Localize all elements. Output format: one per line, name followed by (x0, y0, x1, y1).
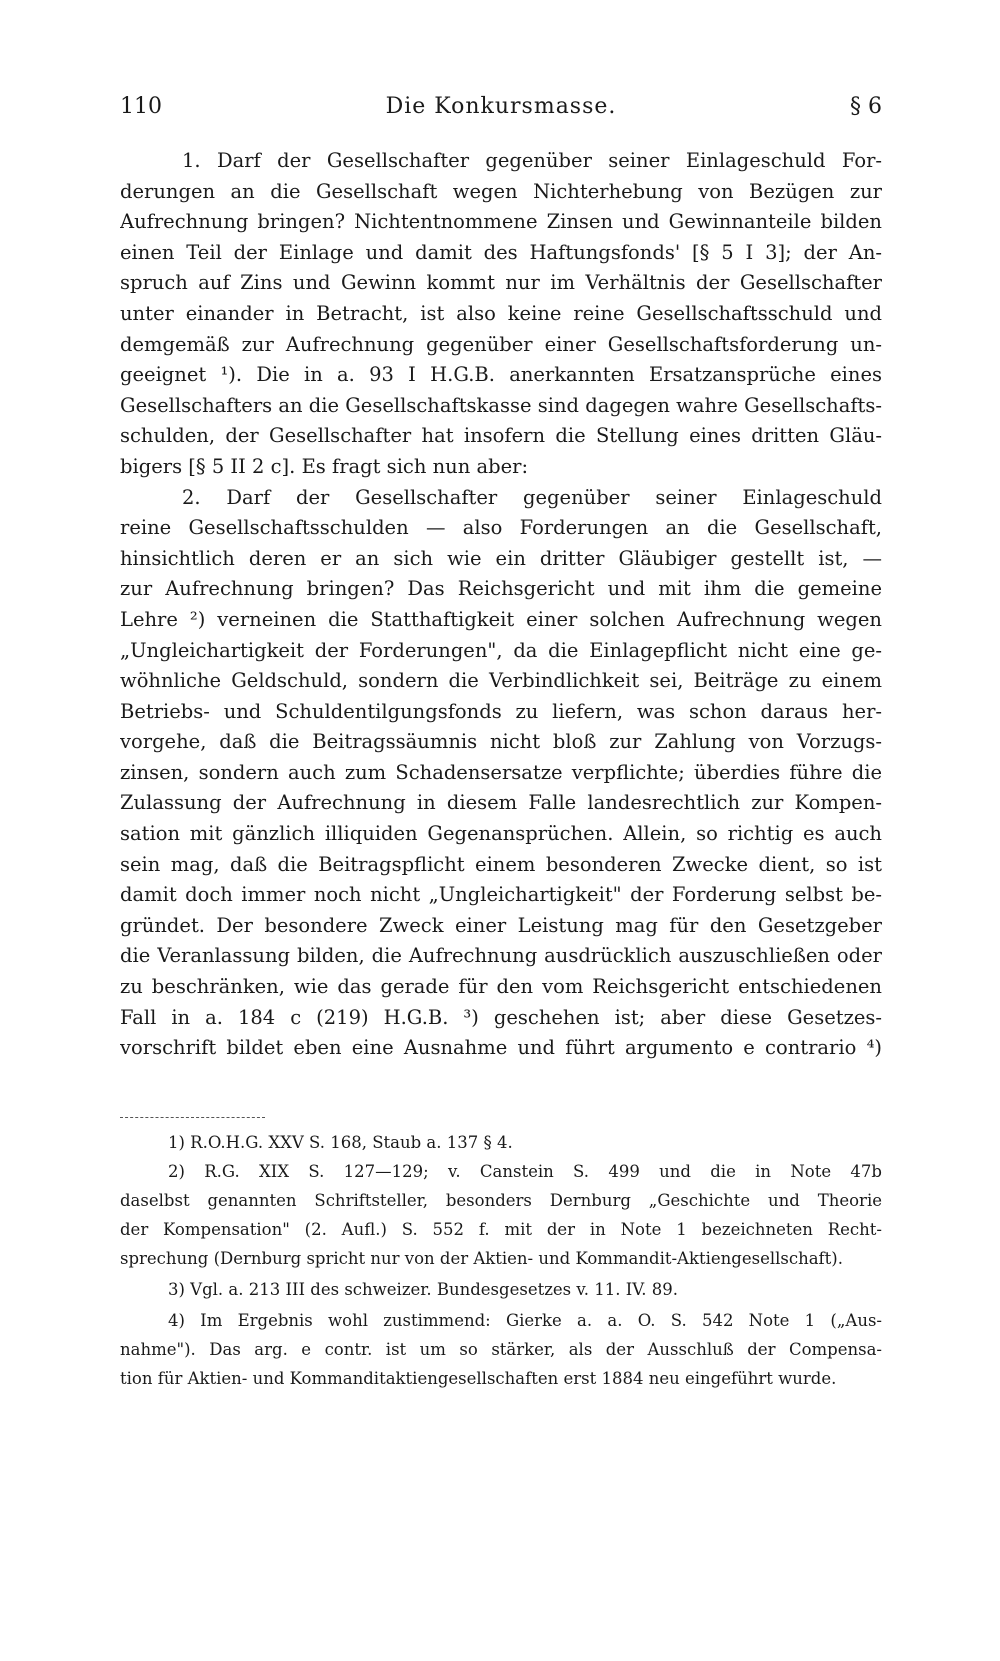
footnote-line: 3) Vgl. a. 213 III des schweizer. Bundesgesetzes v. 11. IV. 89. (168, 1280, 679, 1299)
text-line: einen Teil der Einlage und damit des Haftungsfonds' [§ 5 I 3]; der An- (120, 240, 882, 264)
text-line: unter einander in Betracht, ist also keine reine Gesellschaftsschuld und (120, 301, 882, 325)
text-line: spruch auf Zins und Gewinn kommt nur im Verhältnis der Gesellschafter (120, 271, 882, 295)
page-number: 110 (120, 94, 162, 119)
running-header (120, 94, 882, 134)
footnote-line: der Kompensation" (2. Aufl.) S. 552 f. mit der in Note 1 bezeichneten Recht- (120, 1220, 882, 1239)
text-line: wöhnliche Geldschuld, sondern die Verbindlichkeit sei, Beiträge zu einem (120, 669, 882, 693)
text-line: Lehre ²) verneinen die Statthaftigkeit einer solchen Aufrechnung wegen (120, 607, 882, 631)
text-line: „Ungleichartigkeit der Forderungen", da die Einlagepflicht nicht eine ge- (120, 638, 882, 662)
text-line: Gesellschafters an die Gesellschaftskasse sind dagegen wahre Gesellschafts- (120, 393, 882, 417)
footnote-line: 1) R.O.H.G. XXV S. 168, Staub a. 137 § 4. (168, 1133, 513, 1152)
footnote-separator (120, 1117, 265, 1118)
text-line: 2. Darf der Gesellschafter gegenüber seiner Einlageschuld (182, 485, 882, 509)
text-line: Aufrechnung bringen? Nichtentnommene Zinsen und Gewinnanteile bilden (120, 210, 882, 234)
footnote-line: sprechung (Dernburg spricht nur von der Aktien- und Kommandit-Aktiengesellschaft). (120, 1249, 843, 1268)
text-line: reine Gesellschaftsschulden — also Forderungen an die Gesellschaft, (120, 516, 882, 540)
text-line: gründet. Der besondere Zweck einer Leistung mag für den Gesetzgeber (120, 913, 882, 937)
text-line: Zulassung der Aufrechnung in diesem Falle landesrechtlich zur Kompen- (120, 791, 882, 815)
footnote-line: 4) Im Ergebnis wohl zustimmend: Gierke a. a. O. S. 542 Note 1 („Aus- (168, 1311, 882, 1330)
footnote-line: nahme"). Das arg. e contr. ist um so stärker, als der Ausschluß der Compensa- (120, 1340, 882, 1359)
text-line: demgemäß zur Aufrechnung gegenüber einer Gesellschaftsforderung un- (120, 332, 882, 356)
text-line: bigers [§ 5 II 2 c]. Es fragt sich nun aber: (120, 454, 529, 478)
footnote-line: 2) R.G. XIX S. 127—129; v. Canstein S. 499 und die in Note 47b (168, 1162, 882, 1181)
text-line: Betriebs- und Schuldentilgungsfonds zu liefern, was schon daraus her- (120, 699, 882, 723)
footnotes (120, 1128, 882, 1393)
text-line: sation mit gänzlich illiquiden Gegenansprüchen. Allein, so richtig es auch (120, 822, 882, 846)
text-line: geeignet ¹). Die in a. 93 I H.G.B. anerkannten Ersatzansprüche eines (120, 363, 882, 387)
main-text (120, 146, 882, 1064)
text-line: zur Aufrechnung bringen? Das Reichsgericht und mit ihm die gemeine (120, 577, 882, 601)
text-line: zu beschränken, wie das gerade für den vom Reichsgericht entschiedenen (120, 975, 882, 999)
section-marker: § 6 (850, 94, 882, 119)
text-line: hinsichtlich deren er an sich wie ein dritter Gläubiger gestellt ist, — (120, 546, 882, 570)
footnote-line: daselbst genannten Schriftsteller, besonders Dernburg „Geschichte und Theorie (120, 1191, 882, 1210)
text-line: derungen an die Gesellschaft wegen Nichterhebung von Bezügen zur (120, 179, 882, 203)
text-line: Fall in a. 184 c (219) H.G.B. ³) geschehen ist; aber diese Gesetzes- (120, 1005, 882, 1029)
text-line: schulden, der Gesellschafter hat insofern die Stellung eines dritten Gläu- (120, 424, 882, 448)
text-line: vorschrift bildet eben eine Ausnahme und führt argumento e contrario ⁴) (120, 1036, 882, 1060)
running-title: Die Konkursmasse. (385, 94, 617, 119)
text-line: 1. Darf der Gesellschafter gegenüber seiner Einlageschuld For- (182, 149, 882, 172)
text-line: die Veranlassung bilden, die Aufrechnung ausdrücklich auszuschließen oder (120, 944, 882, 968)
footnote-line: tion für Aktien- und Kommanditaktiengesellschaften erst 1884 neu eingeführt wurde. (120, 1369, 837, 1388)
text-line: damit doch immer noch nicht „Ungleichartigkeit" der Forderung selbst be- (120, 883, 882, 907)
text-line: vorgehe, daß die Beitragssäumnis nicht bloß zur Zahlung von Vorzugs- (120, 730, 882, 754)
text-line: sein mag, daß die Beitragspflicht einem besonderen Zwecke dient, so ist (120, 852, 882, 876)
text-line: zinsen, sondern auch zum Schadensersatze verpflichte; überdies führe die (120, 760, 882, 784)
